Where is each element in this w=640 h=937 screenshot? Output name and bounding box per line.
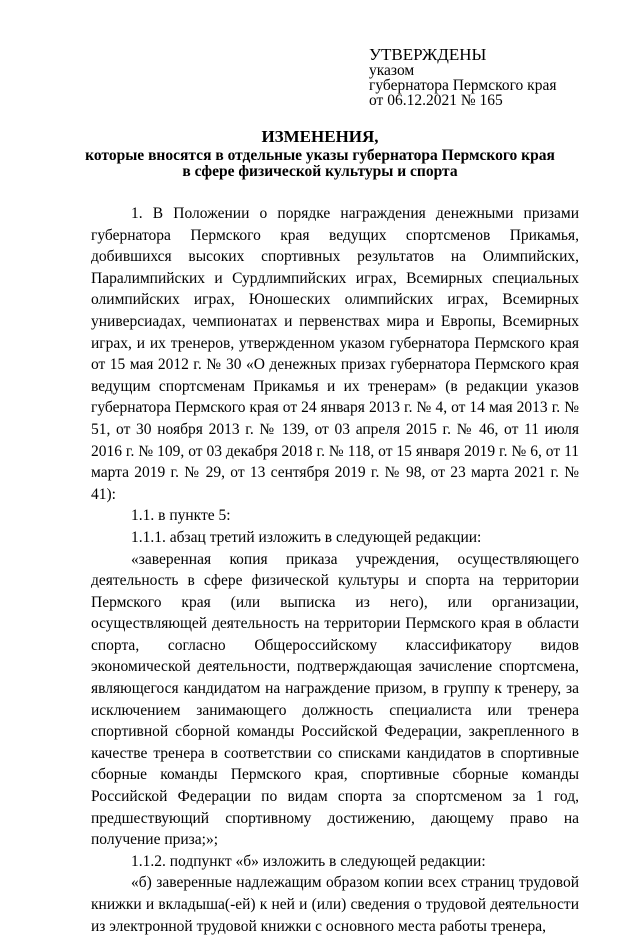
approval-stamp <box>369 46 619 108</box>
paragraph: 1.1. в пункте 5: <box>131 507 231 525</box>
approval-date: от 06.12.2021 № 165 <box>369 92 503 109</box>
subtitle-line: которые вносятся в отдельные указы губернатора Пермского края <box>85 147 555 164</box>
document-title: ИЗМЕНЕНИЯ, <box>261 127 379 146</box>
paragraph: «заверенная копия приказа учреждения, осуществляющего деятельность в сфере физической культуры и спорта на территории Пермского края (или выписка из него), или организации, осуществляющей деятельность на территории Пермского края в области спорта, согласно Общероссийскому классификатору видов экономической деятельности, подтверждающая зачисление спортсмена, являющегося кандидатом на награждение призом, в группу к тренеру, за исключением занимающего должность специалиста или тренера спортивной сборной команды Российской Федерации, закрепленного в качестве тренера в соответствии со списками кандидатов в спортивные сборные команды Пермского края, спортивные сборные команды Российской Федерации по видам спорта за спортсменом за 1 год, предшествующий спортивному достижению, дающему право на получение приза;»; <box>91 550 579 849</box>
approval-line: губернатора Пермского края <box>369 77 557 94</box>
paragraph: «б) заверенные надлежащим образом копии всех страниц трудовой книжки и вкладыша(-ей) к ней и (или) сведения о трудовой деятельности из электронной трудовой книжки с основного места работы тренера, <box>91 874 579 935</box>
subtitle-line: в сфере физической культуры и спорта <box>182 163 458 180</box>
paragraph: 1. В Положении о порядке награждения денежными призами губернатора Пермского края ведущих спортсменов Прикамья, добившихся высоких спортивных результатов на Олимпийских, Паралимпийских и Сурдлимпийских играх, Всемирных специальных олимпийских играх, Юношеских олимпийских играх, Всемирных универсиадах, чемпионатах и первенствах мира и Европы, Всемирных играх, и их тренеров, утвержденном указом губернатора Пермского края от 15 мая 2012 г. № 30 «О денежных призах губернатора Пермского края ведущим спортсменам Прикамья и их тренерам» (в редакции указов губернатора Пермского края от 24 января 2013 г. № 4, от 14 мая 2013 г. № 51, от 30 ноября 2013 г. № 139, от 03 апреля 2015 г. № 46, от 11 июля 2016 г. № 109, от 03 декабря 2018 г. № 118, от 15 января 2019 г. № 6, от 11 марта 2019 г. № 29, от 13 сентября 2019 г. № 98, от 23 марта 2021 г. № 41): <box>91 205 579 503</box>
approval-line: указом <box>369 62 415 79</box>
document-subtitle <box>0 148 640 180</box>
document-body <box>91 203 579 937</box>
approval-heading: УТВЕРЖДЕНЫ <box>369 45 487 64</box>
paragraph: 1.1.2. подпункт «б» изложить в следующей редакции: <box>131 852 486 870</box>
paragraph: 1.1.1. абзац третий изложить в следующей редакции: <box>131 528 482 546</box>
